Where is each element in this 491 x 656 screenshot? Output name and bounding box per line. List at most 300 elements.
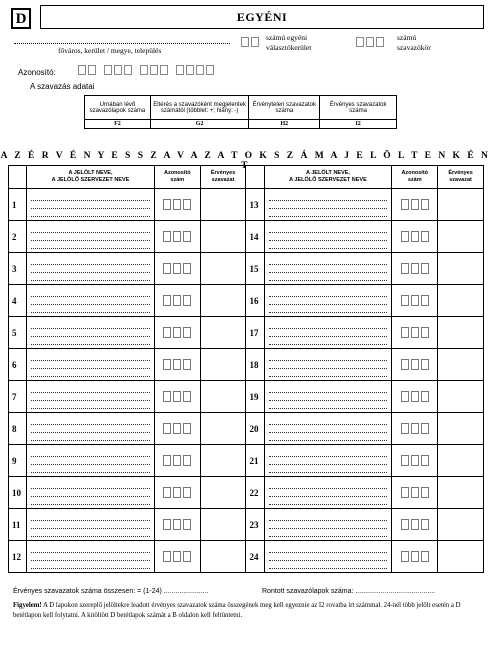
dotted-line [31, 417, 150, 425]
candidate-id-field[interactable] [392, 413, 438, 445]
candidate-number: 2 [9, 221, 27, 253]
digit-box[interactable] [183, 199, 191, 210]
dotted-line [269, 385, 388, 393]
dotted-line [31, 225, 150, 233]
valid-votes-field[interactable] [438, 413, 484, 445]
id-digit-boxes[interactable] [155, 263, 200, 274]
digit-box[interactable] [173, 327, 181, 338]
digit-box[interactable] [401, 327, 409, 338]
dotted-line [31, 329, 150, 337]
candidate-name-field[interactable] [27, 381, 155, 413]
dotted-line [269, 417, 388, 425]
valid-votes-field[interactable] [200, 189, 246, 221]
digit-box[interactable] [183, 263, 191, 274]
dotted-line [269, 521, 388, 529]
section-code: G2 [150, 120, 249, 129]
digit-box[interactable] [176, 65, 184, 75]
valid-votes-field[interactable] [438, 189, 484, 221]
dotted-line [269, 457, 388, 465]
digit-box[interactable] [356, 37, 364, 47]
candidate-name-field[interactable] [27, 221, 155, 253]
digit-box[interactable] [173, 295, 181, 306]
digit-box[interactable] [401, 199, 409, 210]
candidate-id-field[interactable] [392, 253, 438, 285]
id-digit-boxes[interactable] [155, 551, 200, 562]
district-label-2: választókerület [266, 43, 312, 52]
digit-box[interactable] [401, 455, 409, 466]
id-digit-boxes[interactable] [392, 231, 437, 242]
candidate-number: 9 [9, 445, 27, 477]
digit-box[interactable] [411, 455, 419, 466]
id-digit-boxes[interactable] [155, 359, 200, 370]
table-row [9, 221, 484, 253]
digit-box[interactable] [196, 65, 204, 75]
id-digit-boxes[interactable] [155, 295, 200, 306]
digit-box[interactable] [421, 455, 429, 466]
digit-box[interactable] [421, 519, 429, 530]
candidate-number: 21 [246, 445, 264, 477]
circle-label-2: szavazókör [397, 43, 431, 52]
dotted-line [31, 369, 150, 377]
candidate-number: 7 [9, 381, 27, 413]
header-id [392, 166, 438, 189]
candidate-name-field[interactable] [264, 509, 392, 541]
dotted-line [31, 561, 150, 569]
digit-box[interactable] [401, 263, 409, 274]
candidate-name-field[interactable] [264, 349, 392, 381]
dotted-line [31, 361, 150, 369]
candidate-id-field[interactable] [154, 509, 200, 541]
header-candidate-name [27, 166, 155, 189]
digit-box[interactable] [411, 295, 419, 306]
id-digit-boxes[interactable] [392, 327, 437, 338]
digit-box[interactable] [88, 65, 96, 75]
digit-box[interactable] [163, 551, 171, 562]
digit-box[interactable] [411, 359, 419, 370]
valid-votes-field[interactable] [438, 477, 484, 509]
digit-box[interactable] [163, 391, 171, 402]
digit-box[interactable] [183, 391, 191, 402]
dotted-line [269, 265, 388, 273]
candidate-id-field[interactable] [154, 189, 200, 221]
section-heading: A Z É R V É N Y E S S Z A V A Z A T O K S Z Á M A J E L Ö L T E N K É N T [0, 151, 491, 171]
digit-box[interactable] [206, 65, 214, 75]
location-field[interactable] [14, 43, 230, 44]
digit-box[interactable] [163, 487, 171, 498]
id-digit-boxes[interactable] [155, 455, 200, 466]
table-row [9, 509, 484, 541]
dotted-line [269, 305, 388, 313]
table-row [9, 253, 484, 285]
digit-box[interactable] [401, 423, 409, 434]
digit-box[interactable] [251, 37, 259, 47]
digit-box[interactable] [183, 231, 191, 242]
id-digit-boxes[interactable] [392, 519, 437, 530]
candidate-name-field[interactable] [264, 541, 392, 573]
valid-votes-field[interactable] [438, 221, 484, 253]
valid-votes-field[interactable] [200, 477, 246, 509]
candidate-id-field[interactable] [154, 413, 200, 445]
dotted-line [31, 489, 150, 497]
candidate-id-field[interactable] [392, 317, 438, 349]
header-text: Azonosító [163, 170, 191, 176]
id-digit-boxes[interactable] [155, 487, 200, 498]
digit-box[interactable] [411, 199, 419, 210]
dotted-line [31, 209, 150, 217]
digit-box[interactable] [124, 65, 132, 75]
dotted-line [269, 425, 388, 433]
dotted-line [269, 393, 388, 401]
digit-box[interactable] [411, 519, 419, 530]
valid-votes-field[interactable] [438, 349, 484, 381]
candidate-number: 24 [246, 541, 264, 573]
id-digit-boxes[interactable] [392, 487, 437, 498]
digit-box[interactable] [411, 551, 419, 562]
digit-box[interactable] [173, 199, 181, 210]
candidate-name-field[interactable] [264, 253, 392, 285]
valid-votes-field[interactable] [438, 445, 484, 477]
header-valid [438, 166, 484, 189]
digit-box[interactable] [421, 359, 429, 370]
dotted-line [31, 521, 150, 529]
id-digit-boxes[interactable] [392, 455, 437, 466]
candidate-id-field[interactable] [154, 221, 200, 253]
dotted-line [31, 193, 150, 201]
table-row [9, 317, 484, 349]
candidate-table [8, 165, 484, 573]
candidate-id-field[interactable] [154, 541, 200, 573]
valid-votes-field[interactable] [200, 445, 246, 477]
candidate-name-field[interactable] [264, 381, 392, 413]
candidate-number: 16 [246, 285, 264, 317]
valid-votes-field[interactable] [438, 509, 484, 541]
id-digit-boxes[interactable] [155, 391, 200, 402]
table-row [9, 349, 484, 381]
valid-votes-field[interactable] [200, 221, 246, 253]
digit-box[interactable] [173, 391, 181, 402]
candidate-number: 17 [246, 317, 264, 349]
digit-box[interactable] [411, 391, 419, 402]
digit-box[interactable] [421, 295, 429, 306]
candidate-name-field[interactable] [264, 413, 392, 445]
section-code: I2 [320, 120, 397, 129]
dotted-line [269, 433, 388, 441]
candidate-number: 8 [9, 413, 27, 445]
candidate-name-field[interactable] [264, 477, 392, 509]
dotted-line [269, 233, 388, 241]
id-digit-boxes[interactable] [155, 327, 200, 338]
header-text: Azonosító [401, 170, 429, 176]
candidate-id-field[interactable] [154, 253, 200, 285]
table-row [9, 413, 484, 445]
dotted-line [269, 209, 388, 217]
digit-box[interactable] [173, 231, 181, 242]
digit-box[interactable] [241, 37, 249, 47]
header-text: Érvényes [210, 170, 236, 176]
digit-box[interactable] [421, 423, 429, 434]
dotted-line [269, 257, 388, 265]
digit-box[interactable] [173, 519, 181, 530]
section-header: Érvénytelen szavazatok száma [249, 96, 320, 120]
dotted-line [269, 481, 388, 489]
digit-box[interactable] [183, 359, 191, 370]
id-digit-boxes[interactable] [155, 199, 200, 210]
candidate-id-field[interactable] [392, 381, 438, 413]
valid-votes-field[interactable] [200, 509, 246, 541]
digit-box[interactable] [78, 65, 86, 75]
candidate-name-field[interactable] [264, 317, 392, 349]
note-text: A D lapokon szereplő jelöltekre leadott érvényes szavazatok száma összegének meg kell egyeznie az I2 rovatba írt számmal. 24-nél több jelölt esetén a D betétlapon kell folytatni. A kitöltött D betétlapok számát a B oldalon kell feltüntetni. [13, 602, 461, 619]
digit-box[interactable] [421, 199, 429, 210]
digit-box[interactable] [401, 551, 409, 562]
candidate-id-field[interactable] [154, 285, 200, 317]
digit-box[interactable] [186, 65, 194, 75]
digit-box[interactable] [421, 487, 429, 498]
digit-box[interactable] [183, 423, 191, 434]
header-blank [246, 166, 264, 189]
digit-box[interactable] [173, 455, 181, 466]
dotted-line [31, 353, 150, 361]
district-number-boxes[interactable] [241, 37, 261, 47]
section-code: H2 [249, 120, 320, 129]
header-valid [200, 166, 246, 189]
digit-box[interactable] [163, 359, 171, 370]
id-digit-boxes[interactable] [392, 295, 437, 306]
table-row [9, 381, 484, 413]
candidate-name-field[interactable] [27, 317, 155, 349]
candidate-id-field[interactable] [154, 445, 200, 477]
digit-box[interactable] [163, 231, 171, 242]
digit-box[interactable] [401, 487, 409, 498]
dotted-line [269, 497, 388, 505]
candidate-number: 23 [246, 509, 264, 541]
digit-box[interactable] [173, 423, 181, 434]
dotted-line [31, 553, 150, 561]
dotted-line [269, 545, 388, 553]
candidate-name-field[interactable] [27, 445, 155, 477]
digit-box[interactable] [183, 455, 191, 466]
votes-data-label: A szavazás adatai [30, 82, 95, 91]
digit-box[interactable] [183, 487, 191, 498]
header-id [154, 166, 200, 189]
candidate-name-field[interactable] [264, 285, 392, 317]
digit-box[interactable] [421, 391, 429, 402]
candidate-number: 3 [9, 253, 27, 285]
dotted-line [31, 497, 150, 505]
candidate-id-field[interactable] [392, 349, 438, 381]
table-row [9, 541, 484, 573]
digit-box[interactable] [173, 359, 181, 370]
id-digit-boxes[interactable] [155, 231, 200, 242]
candidate-number: 10 [9, 477, 27, 509]
dotted-line [31, 297, 150, 305]
candidate-id-field[interactable] [154, 477, 200, 509]
digit-box[interactable] [376, 37, 384, 47]
digit-box[interactable] [421, 551, 429, 562]
header-text: A JELÖLT NEVE, [68, 170, 113, 176]
header-text: szám [407, 177, 422, 183]
id-digit-boxes[interactable] [392, 263, 437, 274]
digit-box[interactable] [411, 263, 419, 274]
header-text: szavazat [211, 177, 235, 183]
header-text: Érvényes [448, 170, 473, 176]
digit-box[interactable] [366, 37, 374, 47]
dotted-line [269, 289, 388, 297]
candidate-name-field[interactable] [27, 189, 155, 221]
dotted-line [269, 201, 388, 209]
candidate-name-field[interactable] [27, 541, 155, 573]
dotted-line [31, 257, 150, 265]
dotted-line [269, 241, 388, 249]
id-digit-boxes[interactable] [392, 391, 437, 402]
dotted-line [31, 465, 150, 473]
id-digit-boxes[interactable] [392, 551, 437, 562]
digit-box[interactable] [114, 65, 122, 75]
candidate-id-field[interactable] [392, 285, 438, 317]
district-label-1: számú egyéni [266, 33, 308, 42]
digit-box[interactable] [163, 519, 171, 530]
valid-votes-field[interactable] [200, 349, 246, 381]
candidate-id-field[interactable] [154, 381, 200, 413]
digit-box[interactable] [163, 423, 171, 434]
dotted-line [269, 337, 388, 345]
total-valid-votes: Érvényes szavazatok száma összesen: = (1-24) ....................... [13, 588, 209, 595]
digit-box[interactable] [163, 199, 171, 210]
dotted-line [269, 297, 388, 305]
candidate-name-field[interactable] [264, 445, 392, 477]
candidate-id-field[interactable] [154, 349, 200, 381]
digit-box[interactable] [150, 65, 158, 75]
digit-box[interactable] [411, 487, 419, 498]
candidate-number: 18 [246, 349, 264, 381]
id-digit-boxes[interactable] [392, 199, 437, 210]
valid-votes-field[interactable] [200, 541, 246, 573]
dotted-line [31, 425, 150, 433]
candidate-id-field[interactable] [392, 541, 438, 573]
dotted-line [269, 513, 388, 521]
candidate-name-field[interactable] [264, 189, 392, 221]
valid-votes-field[interactable] [438, 253, 484, 285]
digit-box[interactable] [421, 327, 429, 338]
digit-box[interactable] [421, 263, 429, 274]
candidate-name-field[interactable] [27, 349, 155, 381]
section-header: Urnában lévő szavazólapok száma [85, 96, 151, 120]
candidate-id-field[interactable] [392, 477, 438, 509]
id-boxes[interactable] [78, 65, 222, 75]
digit-box[interactable] [163, 327, 171, 338]
digit-box[interactable] [411, 423, 419, 434]
candidate-name-field[interactable] [264, 221, 392, 253]
dotted-line [269, 361, 388, 369]
valid-votes-field[interactable] [200, 381, 246, 413]
note-warning: Figyelem! [13, 602, 42, 609]
digit-box[interactable] [183, 327, 191, 338]
candidate-number: 6 [9, 349, 27, 381]
vote-data-table [84, 95, 397, 129]
candidate-name-field[interactable] [27, 413, 155, 445]
digit-box[interactable] [411, 231, 419, 242]
id-digit-boxes[interactable] [392, 423, 437, 434]
candidate-name-field[interactable] [27, 285, 155, 317]
digit-box[interactable] [173, 263, 181, 274]
digit-box[interactable] [183, 551, 191, 562]
dotted-line [269, 465, 388, 473]
id-digit-boxes[interactable] [392, 359, 437, 370]
section-code: F2 [85, 120, 151, 129]
header-blank [9, 166, 27, 189]
dotted-line [31, 545, 150, 553]
valid-votes-field[interactable] [200, 317, 246, 349]
valid-votes-field[interactable] [200, 285, 246, 317]
candidate-number: 11 [9, 509, 27, 541]
dotted-line [31, 393, 150, 401]
digit-box[interactable] [173, 551, 181, 562]
table-row [9, 477, 484, 509]
digit-box[interactable] [163, 455, 171, 466]
digit-box[interactable] [401, 359, 409, 370]
digit-box[interactable] [401, 519, 409, 530]
candidate-id-field[interactable] [154, 317, 200, 349]
candidate-name-field[interactable] [27, 253, 155, 285]
candidate-number: 19 [246, 381, 264, 413]
dotted-line [31, 385, 150, 393]
dotted-line [31, 289, 150, 297]
valid-votes-field[interactable] [438, 381, 484, 413]
digit-box[interactable] [140, 65, 148, 75]
digit-box[interactable] [104, 65, 112, 75]
valid-votes-field[interactable] [200, 253, 246, 285]
candidate-id-field[interactable] [392, 221, 438, 253]
dotted-line [31, 201, 150, 209]
id-label: Azonosító: [18, 68, 56, 77]
circle-number-boxes[interactable] [356, 37, 386, 47]
candidate-number: 13 [246, 189, 264, 221]
form-title: EGYÉNI [40, 5, 484, 29]
candidate-id-field[interactable] [392, 445, 438, 477]
id-digit-boxes[interactable] [155, 423, 200, 434]
dotted-line [269, 353, 388, 361]
valid-votes-field[interactable] [438, 541, 484, 573]
section-header: Érvényes szavazatok száma [320, 96, 397, 120]
candidate-id-field[interactable] [392, 509, 438, 541]
candidate-name-field[interactable] [27, 509, 155, 541]
dotted-line [31, 337, 150, 345]
digit-box[interactable] [183, 519, 191, 530]
digit-box[interactable] [421, 231, 429, 242]
valid-votes-field[interactable] [438, 317, 484, 349]
digit-box[interactable] [401, 295, 409, 306]
valid-votes-field[interactable] [200, 413, 246, 445]
valid-votes-field[interactable] [438, 285, 484, 317]
digit-box[interactable] [183, 295, 191, 306]
dotted-line [31, 321, 150, 329]
dotted-line [269, 561, 388, 569]
candidate-name-field[interactable] [27, 477, 155, 509]
digit-box[interactable] [163, 263, 171, 274]
spoiled-ballots: Rontott szavazólapok száma: ......................................... [262, 588, 436, 595]
digit-box[interactable] [160, 65, 168, 75]
digit-box[interactable] [411, 327, 419, 338]
candidate-id-field[interactable] [392, 189, 438, 221]
digit-box[interactable] [163, 295, 171, 306]
candidate-number: 15 [246, 253, 264, 285]
digit-box[interactable] [401, 391, 409, 402]
dotted-line [31, 457, 150, 465]
id-digit-boxes[interactable] [155, 519, 200, 530]
digit-box[interactable] [401, 231, 409, 242]
digit-box[interactable] [173, 487, 181, 498]
dotted-line [269, 449, 388, 457]
